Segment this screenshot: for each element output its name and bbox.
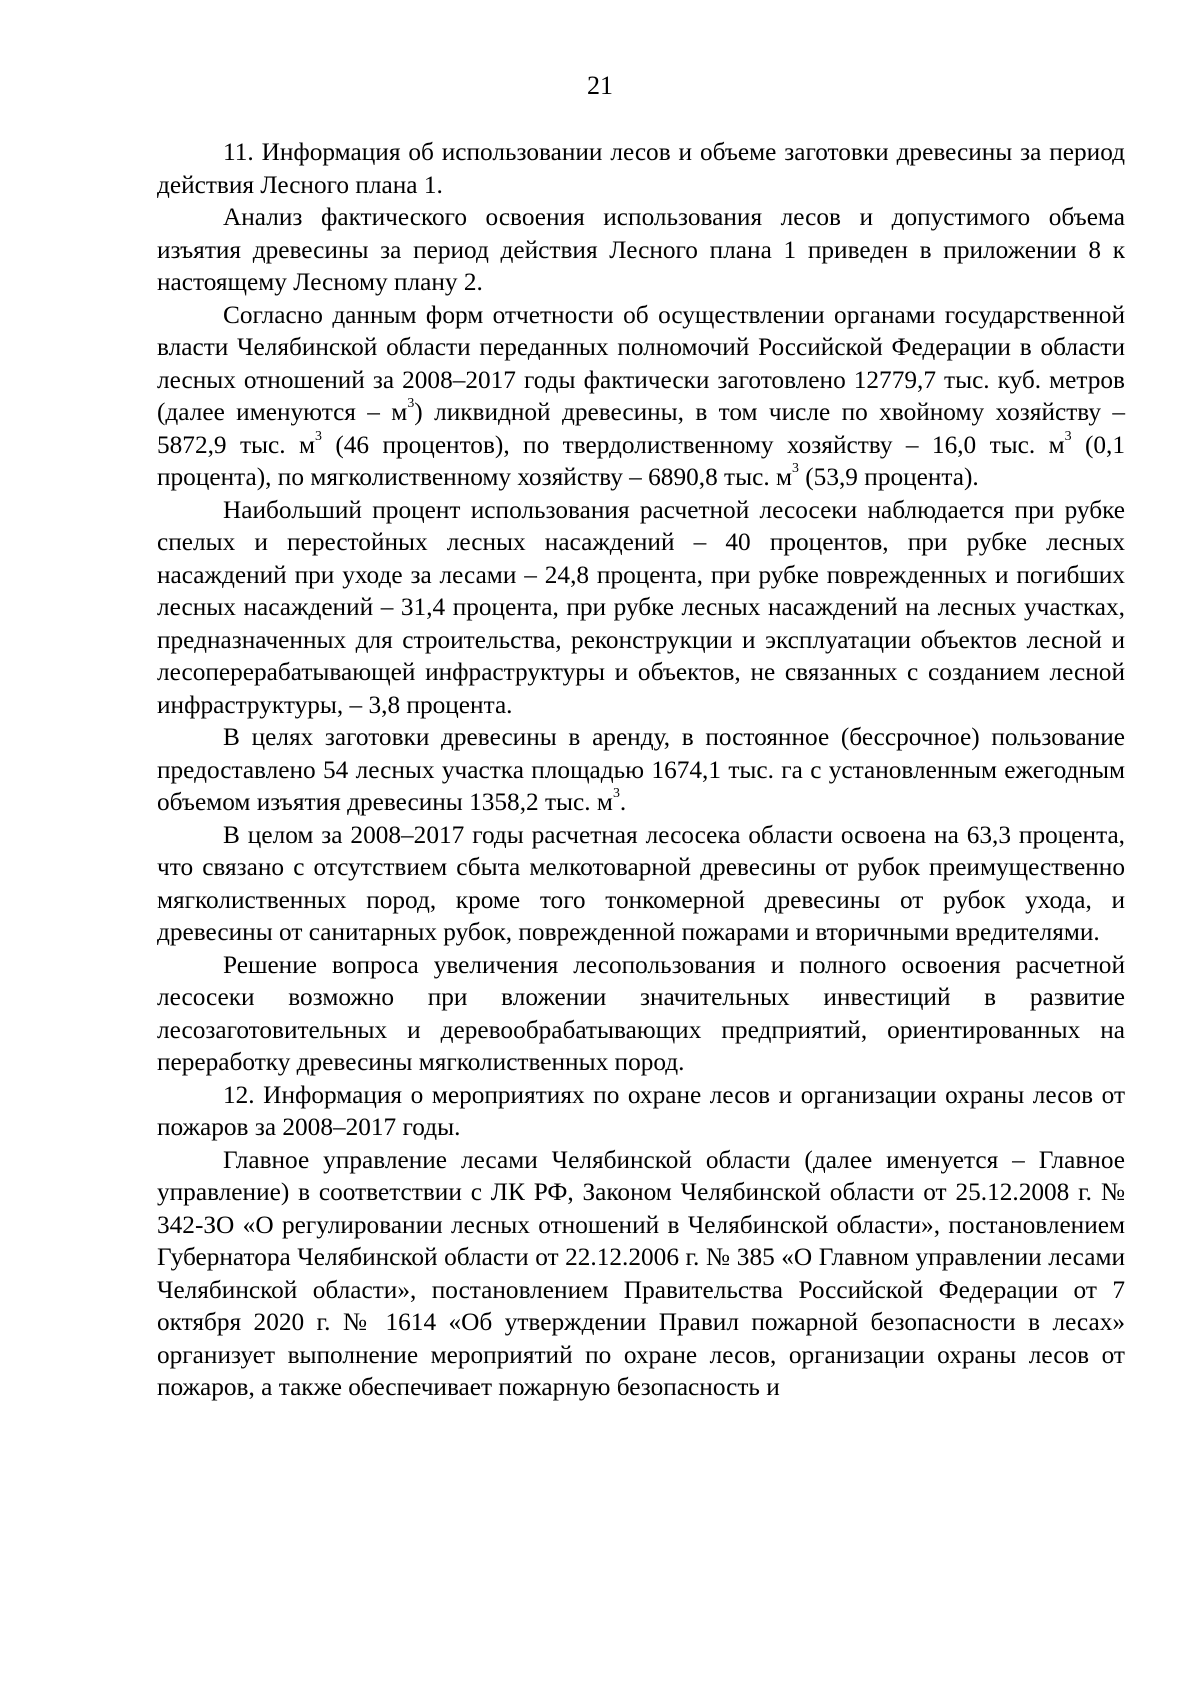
paragraph xyxy=(157,949,1125,1079)
text-run: В целях заготовки древесины в аренду, в постоянное (бессрочное) пользование предоставлено 54 лесных участка площадью 1674,1 тыс. га с установленным ежегодным объемом изъятия древесины 1358,2 тыс. м xyxy=(157,723,1125,816)
text-run: Согласно данным форм отчетности об осуществлении органами государственной власти Челябинской области переданных полномочий Российской Федерации в области лесных отношений за 2008–2017 годы фактически заготовлено 12779,7 тыс. куб. метров (далее именуются – м xyxy=(157,300,1125,426)
text-run: 12. Информация о мероприятиях по охране лесов и организации охраны лесов от пожаров за 2008–2017 годы. xyxy=(157,1080,1125,1141)
paragraph xyxy=(157,299,1125,494)
text-run: Анализ фактического освоения использования лесов и допустимого объема изъятия древесины за период действия Лесного плана 1 приведен в приложении 8 к настоящему Лесному плану 2. xyxy=(157,203,1125,296)
superscript: 3 xyxy=(612,785,620,801)
text-run: Главное управление лесами Челябинской области (далее именуется – Главное управление) в соответствии с ЛК РФ, Законом Челябинской области от 25.12.2008 г. № 342-ЗО «О регулировании лесных отношений в Челябинской области», постановлением Губернатора Челябинской области от 22.12.2006 г. № 385 «О Главном управлении лесами Челябинской области», постановлением Правительства Российской Федерации от 7 октября 2020 г. № 1614 «Об утверждении Правил пожарной безопасности в лесах» организует выполнение мероприятий по охране лесов, организации охраны лесов от пожаров, а также обеспечивает пожарную безопасность и xyxy=(157,1145,1125,1401)
text-run: (0,1 процента), по мягколиственному хозяйству – 6890,8 тыс. м xyxy=(157,430,1126,491)
paragraph xyxy=(157,136,1125,201)
text-run: (53,9 процента). xyxy=(798,463,979,491)
page-number: 21 xyxy=(587,71,613,100)
paragraph xyxy=(157,819,1125,949)
text-run: Наибольший процент использования расчетной лесосеки наблюдается при рубке спелых и перестойных лесных насаждений – 40 процентов, при рубке лесных насаждений при уходе за лесами – 24,8 процента, при рубке поврежденных и погибших лесных насаждений – 31,4 процента, при рубке лесных насаждений на лесных участках, предназначенных для строительства, реконструкции и эксплуатации объектов лесной и лесоперерабатывающей инфраструктуры и объектов, не связанных с созданием лесной инфраструктуры, – 3,8 процента. xyxy=(157,495,1125,719)
text-run: В целом за 2008–2017 годы расчетная лесосека области освоена на 63,3 процента, что связано с отсутствием сбыта мелкотоварной древесины от рубок преимущественно мягколиственных пород, кроме того тонкомерной древесины от рубок ухода, и древесины от санитарных рубок, поврежденной пожарами и вторичными вредителями. xyxy=(157,820,1125,946)
paragraph xyxy=(157,201,1125,299)
superscript: 3 xyxy=(314,428,322,444)
text-run: Решение вопроса увеличения лесопользования и полного освоения расчетной лесосеки возможно при вложении значительных инвестиций в развитие лесозаготовительных и деревообрабатывающих предприятий, ориентированных на переработку древесины мягколиственных пород. xyxy=(157,950,1125,1076)
document-body xyxy=(157,136,1125,1404)
superscript: 3 xyxy=(1064,428,1072,444)
text-run: 11. Информация об использовании лесов и объеме заготовки древесины за период действия Лесного плана 1. xyxy=(157,138,1125,199)
paragraph xyxy=(157,1079,1125,1144)
paragraph xyxy=(157,494,1125,722)
paragraph xyxy=(157,721,1125,819)
superscript: 3 xyxy=(407,395,415,411)
text-run: ) ликвидной древесины, в том числе по хвойному хозяйству – 5872,9 тыс. м xyxy=(157,398,1125,459)
text-run: . xyxy=(619,788,627,816)
superscript: 3 xyxy=(791,460,799,476)
paragraph xyxy=(157,1144,1125,1404)
text-run: (46 процентов), по твердолиственному хозяйству – 16,0 тыс. м xyxy=(321,430,1065,459)
